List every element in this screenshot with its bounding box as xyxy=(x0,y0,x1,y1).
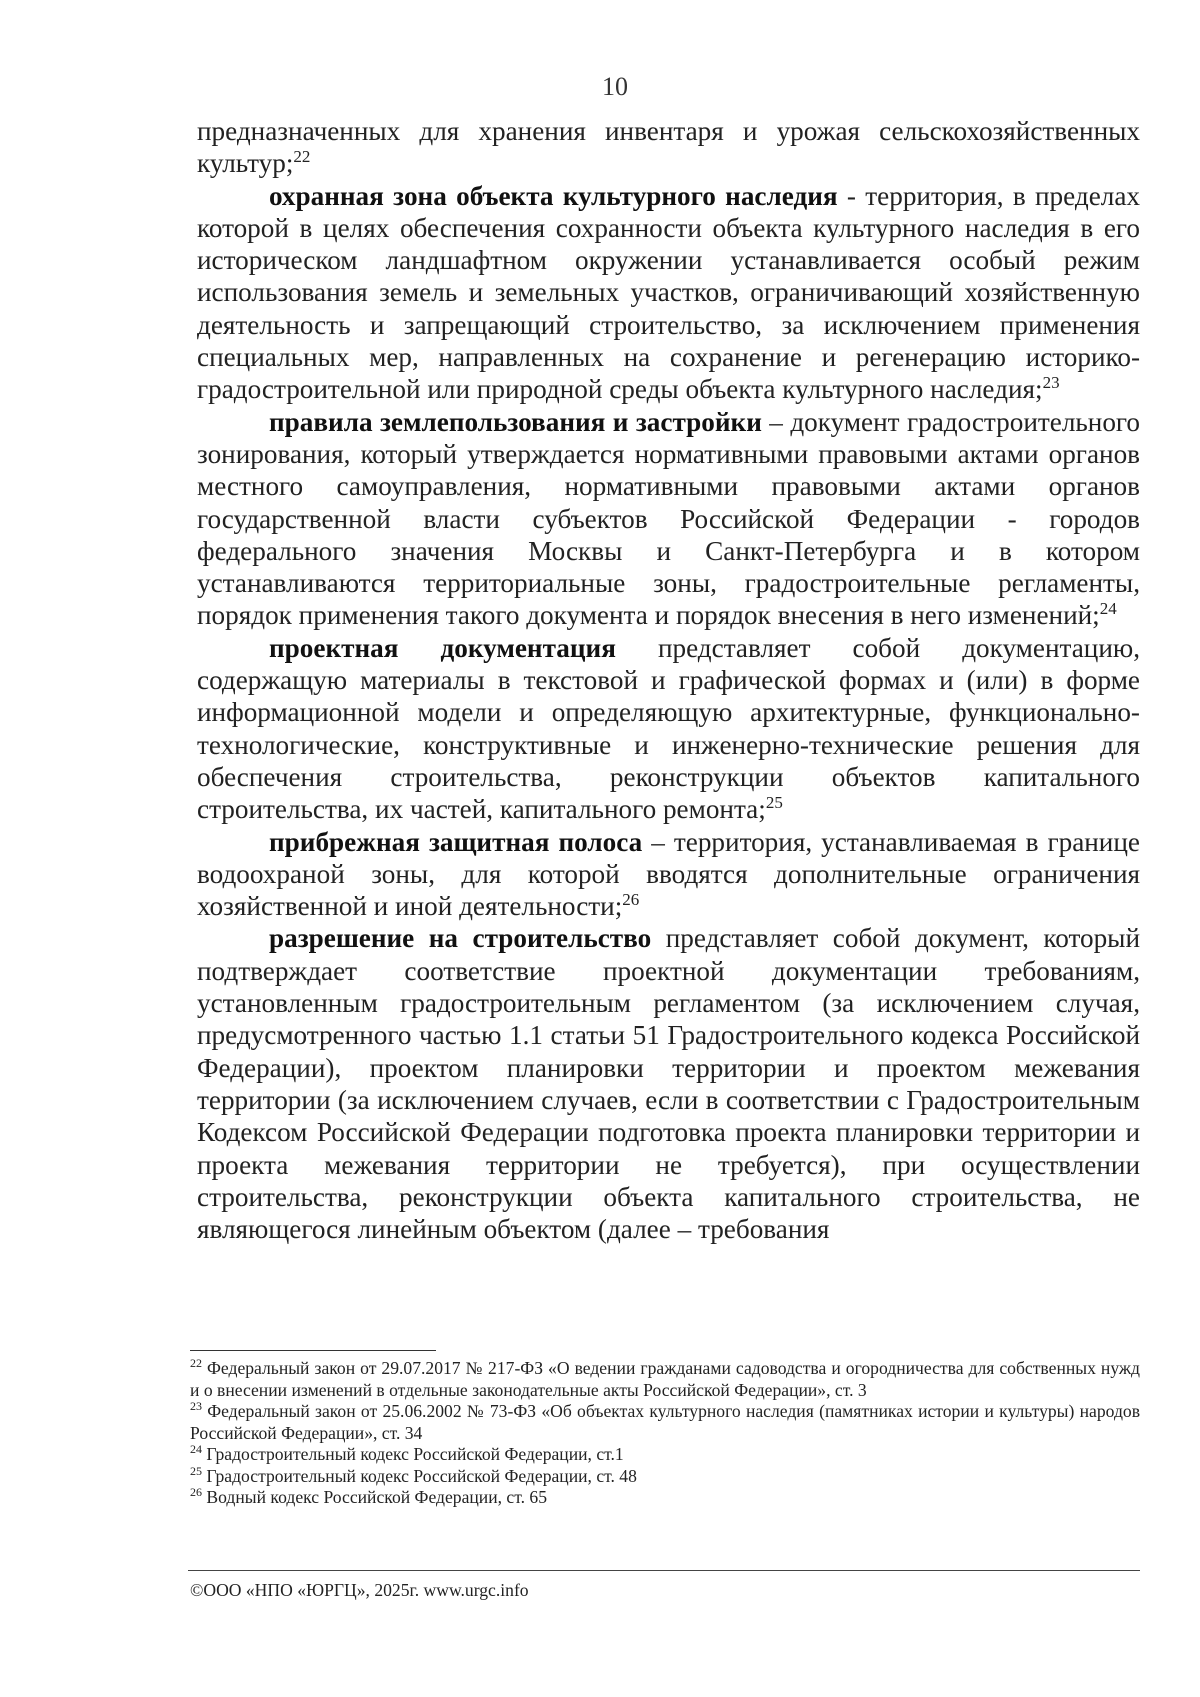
footnote xyxy=(190,1444,1140,1466)
body-text xyxy=(197,115,1140,1245)
defined-term: правила землепользования и застройки xyxy=(269,406,762,437)
footnote-number: 24 xyxy=(190,1442,202,1457)
footnote xyxy=(190,1401,1140,1444)
footnote-ref[interactable]: 25 xyxy=(765,793,783,813)
footnote-number: 25 xyxy=(190,1463,202,1478)
defined-term: разрешение на строительство xyxy=(269,923,652,954)
footnote-divider xyxy=(190,1350,436,1351)
footnote-ref[interactable]: 24 xyxy=(1099,599,1117,619)
definition-paragraph xyxy=(197,922,1140,1245)
definition-text: – документ градостроительного зонирования, который утверждается нормативными правовыми актами органов местного самоуправления, нормативными правовыми актами органов государственной власти субъектов Российской Федерации - городов федерального значения Москвы и Санкт-Петербурга и в котором устанавливаются территориальные зоны, градостроительные регламенты, порядок применения такого документа и порядок внесения в него изменений; xyxy=(197,406,1141,631)
footnote-text: Водный кодекс Российской Федерации, ст. 65 xyxy=(202,1487,548,1507)
footer-copyright: ©ООО «НПО «ЮРГЦ», 2025г. www.urgc.info xyxy=(190,1580,529,1600)
footnote-number: 26 xyxy=(190,1485,202,1500)
footnote-text: Градостроительный кодекс Российской Федерации, ст.1 xyxy=(202,1444,624,1464)
footnote-number: 23 xyxy=(190,1399,202,1414)
footnote-ref[interactable]: 23 xyxy=(1042,373,1060,393)
footnote-ref[interactable]: 26 xyxy=(622,890,640,910)
footnote-number: 22 xyxy=(190,1356,202,1371)
footnote-text: Федеральный закон от 25.06.2002 № 73-ФЗ «Об объектах культурного наследия (памятниках истории и культуры) народов Российской Федерации», ст. 34 xyxy=(190,1401,1140,1443)
definition-paragraph xyxy=(197,826,1140,923)
definition-text: представляет собой документ, который подтверждает соответствие проектной документации требованиям, установленным градостроительным регламентом (за исключением случая, предусмотренного частью 1.1 статьи 51 Градостроительного кодекса Российской Федерации), проектом планировки территории и проектом межевания территории (за исключением случаев, если в соответствии с Градостроительным Кодексом Российской Федерации подготовка проекта планировки территории и проекта межевания территории не требуется), при осуществлении строительства, реконструкции объекта капитального строительства, не являющегося линейным объектом (далее – требования xyxy=(197,923,1140,1245)
page-number: 10 xyxy=(602,72,628,101)
footnote xyxy=(190,1487,1140,1509)
definition-text: - территория, в пределах которой в целях обеспечения сохранности объекта культурного наследия в его историческом ландшафтном окружении устанавливается особый режим использования земель и земельных участков, ограничивающий хозяйственную деятельность и запрещающий строительство, за исключением применения специальных мер, направленных на сохранение и регенерацию историко-градостроительной или природной среды объекта культурного наследия; xyxy=(197,180,1140,405)
defined-term: прибрежная защитная полоса xyxy=(269,826,643,857)
footnote xyxy=(190,1358,1140,1401)
paragraph-text: предназначенных для хранения инвентаря и урожая сельскохозяйственных культур; xyxy=(197,116,1140,179)
defined-term: охранная зона объекта культурного наследия xyxy=(269,180,838,211)
footnote-text: Федеральный закон от 29.07.2017 № 217-ФЗ «О ведении гражданами садоводства и огородничества для собственных нужд и о внесении изменений в отдельные законодательные акты Российской Федерации», ст. 3 xyxy=(190,1358,1140,1400)
footnote-ref[interactable]: 22 xyxy=(293,147,311,167)
definition-text: представляет собой документацию, содержащую материалы в текстовой и графической формах и (или) в форме информационной модели и определяющую архитектурные, функционально-технологические, конструктивные и инженерно-технические решения для обеспечения строительства, реконструкции объектов капитального строительства, их частей, капитального ремонта; xyxy=(197,632,1140,825)
footnotes xyxy=(190,1358,1140,1509)
definition-paragraph xyxy=(197,632,1140,826)
definition-paragraph xyxy=(197,406,1140,632)
footnote-text: Градостроительный кодекс Российской Федерации, ст. 48 xyxy=(202,1465,637,1486)
footnote xyxy=(190,1463,1140,1488)
definition-text: – территория, устанавливаемая в границе водоохраной зоны, для которой вводятся дополнительные ограничения хозяйственной и иной деятельности; xyxy=(197,826,1140,922)
definition-paragraph xyxy=(197,180,1140,406)
footer-divider xyxy=(188,1570,1140,1571)
defined-term: проектная документация xyxy=(269,632,616,663)
paragraph-continuation xyxy=(197,115,1140,180)
